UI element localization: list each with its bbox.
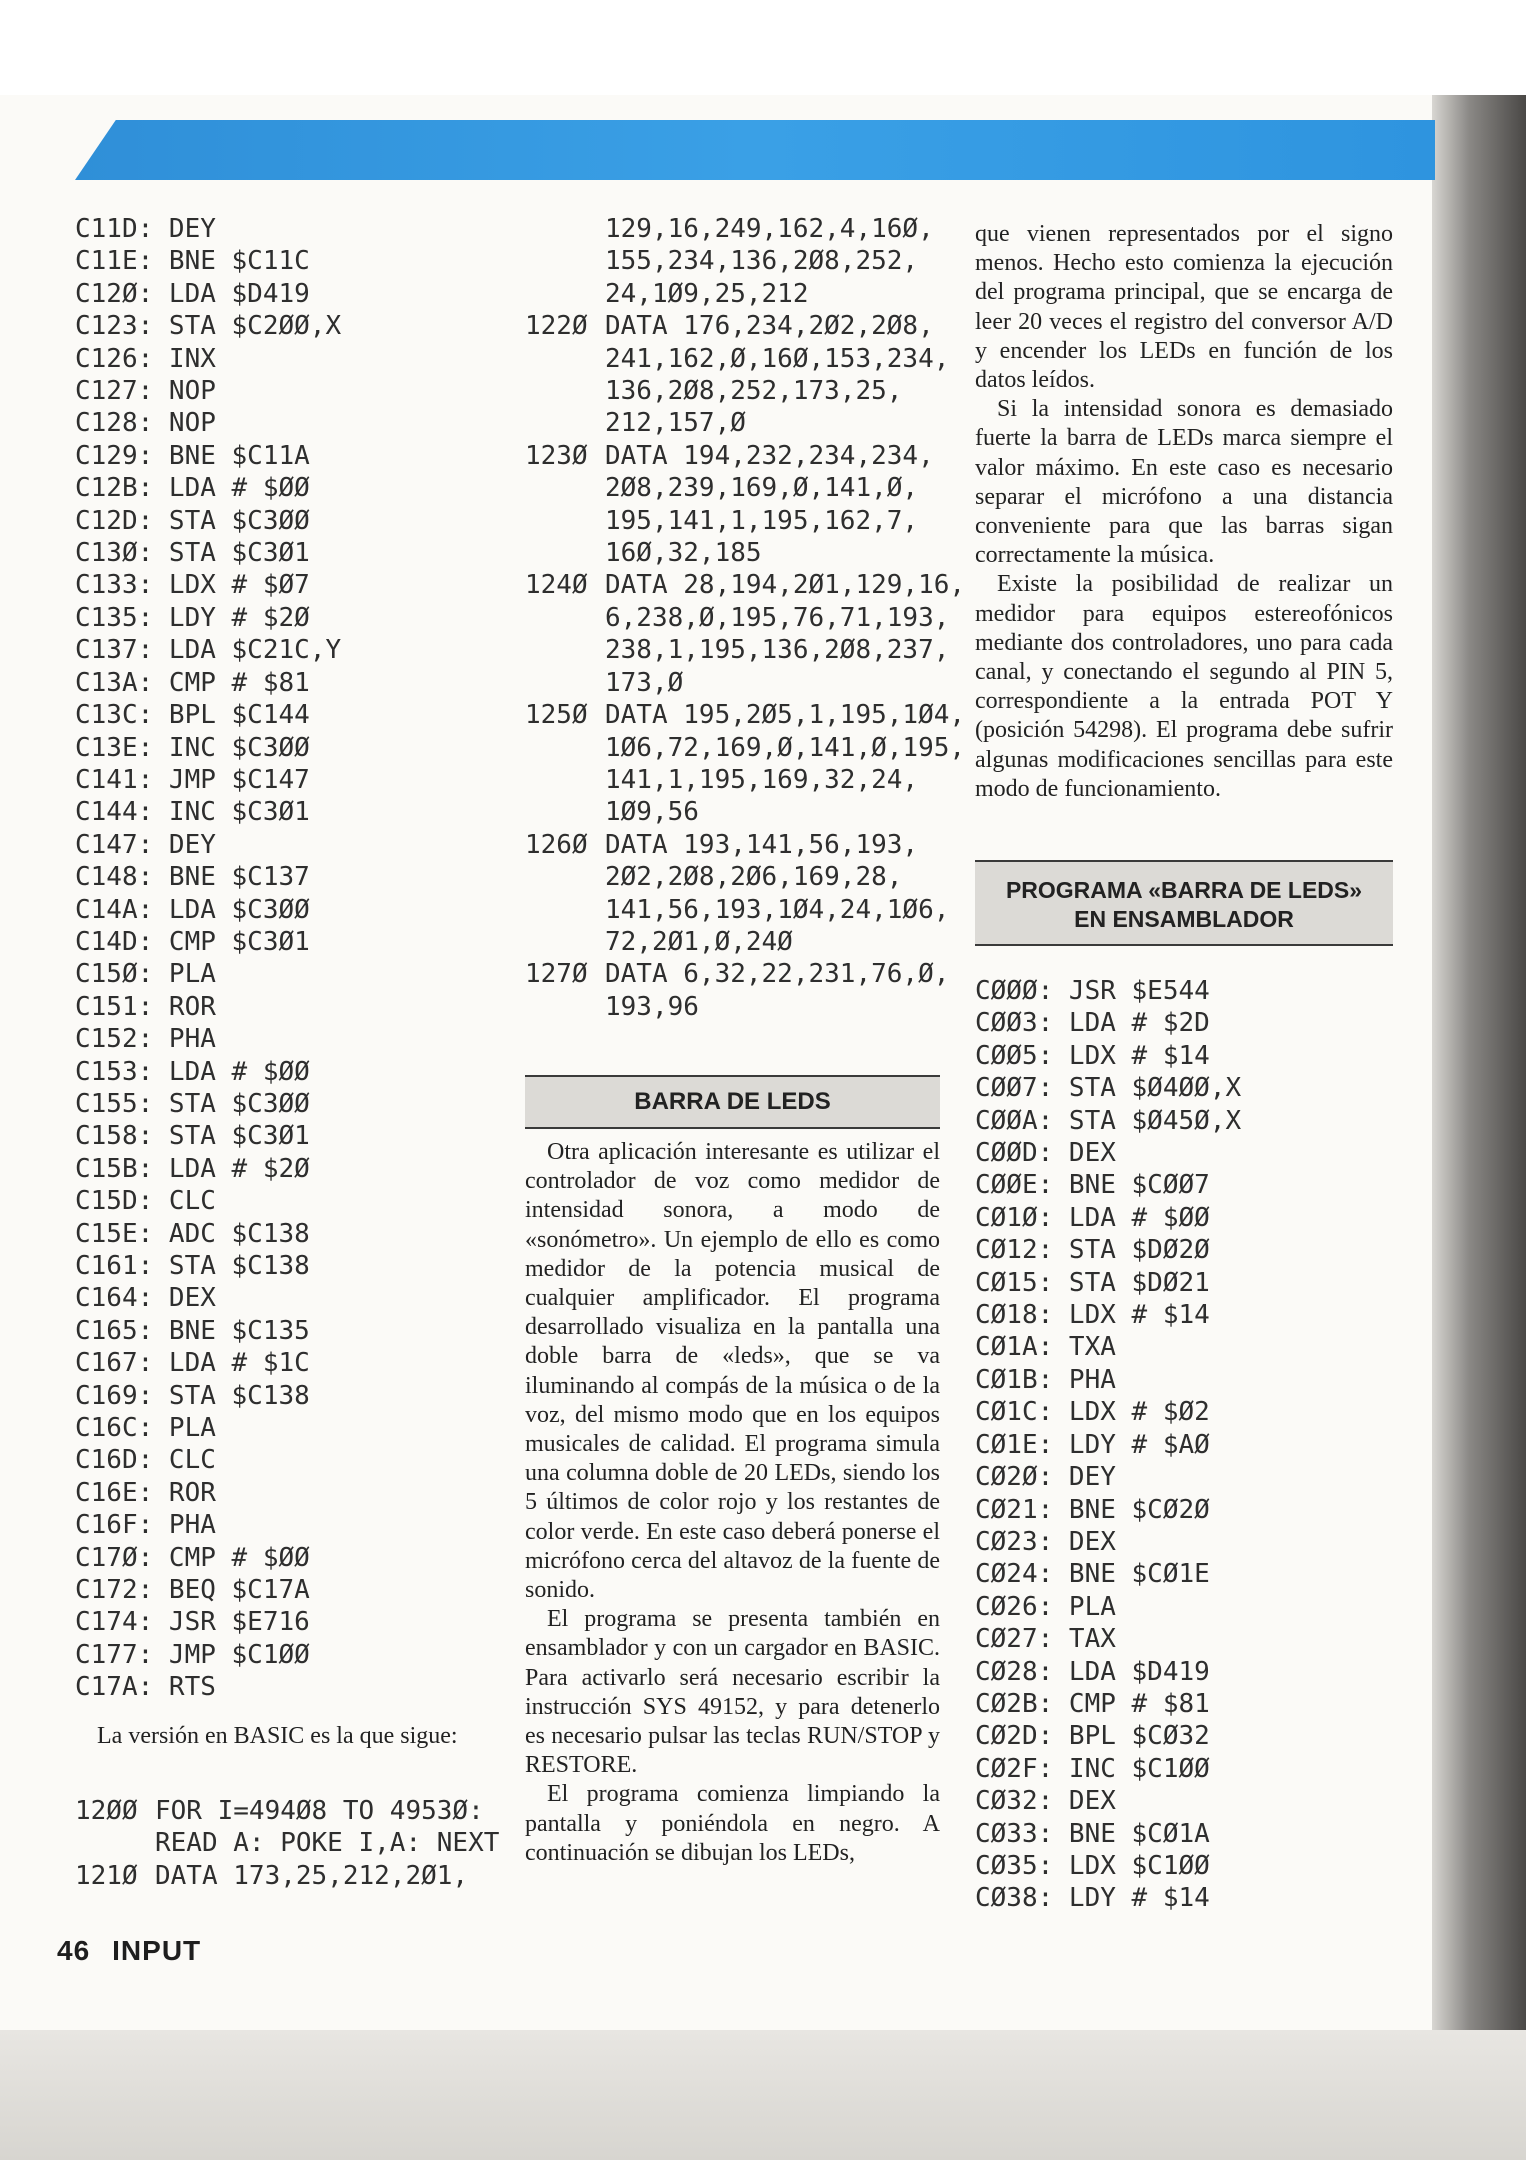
basic-line-number: 127Ø [525,959,588,990]
code-line: C16F: PHA [75,1510,216,1541]
code-line: CØØØ: JSR $E544 [975,976,1210,1006]
basic-intro [75,1722,485,1751]
assembler-listing-col1 [75,213,341,1704]
code-line: C167: LDA # $1C [75,1348,310,1379]
basic-statement [525,213,940,310]
paragraph: El programa comienza limpiando la pantalla y poniéndola en negro. A continuación se dibujan los LEDs, [525,1781,940,1866]
paragraph: Otra aplicación interesante es utilizar el controlador de voz como medidor de intensidad sonora, a modo de «sonómetro». Un ejemplo de ello es como medidor de la potencia musical de cualquier amplificador. El programa desarrollado visualiza en la pantalla una doble barra de «leds», que se va iluminando al compás de la música o de la voz, del mismo modo que en los equipos musicales de calidad. El programa simula una columna doble de 20 LEDs, siendo los 5 últimos de color rojo y los restantes de color verde. En este caso deberá ponerse el micrófono cerca del altavoz de la fuente de sonido. [525,1139,940,1604]
programa-heading-line1: PROGRAMA «BARRA DE LEDS» [1005,877,1363,903]
page-edge-shadow [1432,95,1526,2060]
code-line: CØ1Ø: LDA # $ØØ [975,1202,1210,1233]
code-line: CØ2B: CMP # $81 [975,1688,1210,1719]
code-line: CØ1A: TXA [975,1332,1116,1363]
code-line: C164: DEX [75,1283,216,1314]
code-line: C16E: ROR [75,1477,216,1508]
basic-line-text: 6,238,Ø,195,76,71,193, [605,602,950,633]
basic-line-text: 72,2Ø1,Ø,24Ø [605,926,793,957]
code-line: CØ12: STA $DØ2Ø [975,1235,1210,1266]
paragraph: Existe la posibilidad de realizar un medidor para equipos estereofónicos mediante dos controladores, uno para cada canal, y conectando el segundo al PIN 5, correspondiente a la entrada POT Y (posición 54298). El programa debe sufrir algunas modificaciones sencillas para este modo de funcionamiento. [975,571,1393,802]
paragraph: Si la intensidad sonora es demasiado fuerte la barra de LEDs marca siempre el valor máximo. En este caso es necesario separar el micrófono a una distancia conveniente para que las barras sigan correctamente la música. [975,396,1393,569]
basic-line-text: 141,56,193,1Ø4,24,1Ø6, [605,894,950,925]
basic-listing-col2 [525,213,966,1023]
paragraph: que vienen representados por el signo menos. Hecho esto comienza la ejecución del programa principal, que se encarga de leer 20 veces el registro del conversor A/D y encender los LEDs en función de los datos leídos. [975,221,1393,394]
basic-statement [525,310,950,440]
basic-line-text: 2Ø8,239,169,Ø,141,Ø, [605,473,919,504]
basic-line-text: 195,141,1,195,162,7, [605,505,919,536]
code-line: CØ23: DEX [975,1526,1116,1557]
basic-line-text: FOR I=494Ø8 TO 4953Ø: [155,1796,484,1826]
code-line: CØ24: BNE $CØ1E [975,1559,1210,1590]
code-line: CØ2D: BPL $CØ32 [975,1721,1210,1752]
code-line: C17Ø: CMP # $ØØ [75,1542,310,1573]
code-line: C147: DEY [75,829,216,860]
code-line: C14A: LDA $C3ØØ [75,894,310,925]
basic-statement [525,699,966,829]
basic-line-text: 129,16,249,162,4,16Ø, [605,214,934,244]
paragraph: El programa se presenta también en ensamblador y con un cargador en BASIC. Para activarlo será necesario escribir la instrucción SYS 49152, y para detenerlo es necesario pulsar las teclas RUN/STOP y RESTORE. [525,1606,940,1779]
basic-line-body [155,1860,495,1892]
code-line: C177: JMP $C1ØØ [75,1639,310,1670]
basic-statement [525,440,940,570]
basic-line-text: DATA 28,194,2Ø1,129,16, [605,570,966,601]
code-line: C123: STA $C2ØØ,X [75,311,342,342]
basic-line-text: DATA 6,32,22,231,76,Ø, [605,959,950,990]
code-line: C172: BEQ $C17A [75,1575,310,1606]
basic-line-body [605,310,949,440]
basic-line-text: 136,2Ø8,252,173,25, [605,376,903,407]
assembler-listing-col3 [975,975,1241,1915]
code-line: C174: JSR $E716 [75,1607,310,1638]
code-line: CØØ3: LDA # $2D [975,1008,1210,1039]
code-line: CØ38: LDY # $14 [975,1883,1210,1914]
basic-line-text: 2Ø2,2Ø8,2Ø6,169,28, [605,862,903,893]
code-line: C129: BNE $C11A [75,440,310,471]
programa-heading-line2: EN ENSAMBLADOR [1074,906,1294,932]
basic-statement [525,569,966,699]
code-line: CØ32: DEX [975,1786,1116,1817]
basic-statement [75,1795,500,1860]
basic-line-body [605,569,965,699]
basic-line-text: DATA 176,234,2Ø2,2Ø8, [605,311,934,342]
code-line: C12B: LDA # $ØØ [75,473,310,504]
code-line: C133: LDX # $Ø7 [75,570,310,601]
code-line: C161: STA $C138 [75,1251,310,1281]
code-line: C16C: PLA [75,1413,216,1444]
code-line: CØ33: BNE $CØ1A [975,1818,1210,1849]
code-line: C155: STA $C3ØØ [75,1088,310,1119]
basic-statement [525,829,950,959]
code-line: C13Ø: STA $C3Ø1 [75,538,310,569]
right-column-text [975,220,1393,804]
code-line: CØ35: LDX $C1ØØ [975,1850,1210,1881]
basic-listing-col1 [75,1795,500,1892]
basic-line-number: 125Ø [525,700,588,731]
code-line: C11D: DEY [75,214,216,244]
basic-line-text: 16Ø,32,185 [605,538,762,569]
code-line: CØ21: BNE $CØ2Ø [975,1494,1210,1525]
basic-line-text: 1Ø9,56 [605,797,699,828]
magazine-name: INPUT [112,1935,202,1966]
basic-intro-text: La versión en BASIC es la que sigue: [97,1723,458,1749]
basic-line-number: 124Ø [525,570,588,601]
code-line: C11E: BNE $C11C [75,246,310,277]
basic-line-body [155,1795,499,1860]
basic-line-body [605,213,940,310]
code-line: C151: ROR [75,991,216,1022]
code-line: CØ1B: PHA [975,1364,1116,1395]
basic-line-text: 155,234,136,2Ø8,252, [605,246,919,277]
code-line: C12Ø: LDA $D419 [75,278,310,309]
code-line: C127: NOP [75,376,216,407]
code-line: C15D: CLC [75,1186,216,1217]
code-line: C169: STA $C138 [75,1380,310,1411]
page-footer [57,1935,223,1967]
code-line: C137: LDA $C21C,Y [75,635,342,666]
basic-line-body [605,440,940,570]
basic-line-number: 126Ø [525,829,588,860]
basic-line-text: 1Ø6,72,169,Ø,141,Ø,195, [605,732,966,763]
basic-line-text: 238,1,195,136,2Ø8,237, [605,635,950,666]
basic-line-text: 173,Ø [605,667,684,698]
code-line: CØØE: BNE $CØØ7 [975,1170,1210,1201]
code-line: CØ1E: LDY # $AØ [975,1429,1210,1460]
code-line: C153: LDA # $ØØ [75,1056,310,1087]
basic-line-text: READ A: POKE I,A: NEXT [155,1828,500,1859]
code-line: CØ1C: LDX # $Ø2 [975,1397,1210,1428]
code-line: C144: INC $C3Ø1 [75,797,310,828]
page-number: 46 [57,1935,91,1966]
code-line: CØ15: STA $DØ21 [975,1267,1210,1298]
header-color-band [75,120,1435,180]
code-line: C17A: RTS [75,1672,216,1703]
basic-statement [525,958,950,1023]
section-heading-programa [975,860,1393,946]
code-line: CØ26: PLA [975,1591,1116,1622]
code-line: C128: NOP [75,408,216,439]
code-line: C15Ø: PLA [75,959,216,990]
basic-line-number: 12ØØ [75,1796,138,1826]
basic-line-body [605,829,949,959]
code-line: CØØ7: STA $Ø4ØØ,X [975,1073,1242,1104]
code-line: C158: STA $C3Ø1 [75,1121,310,1152]
code-line: C12D: STA $C3ØØ [75,505,310,536]
code-line: C135: LDY # $2Ø [75,602,310,633]
basic-statement [75,1860,495,1892]
code-line: C148: BNE $C137 [75,862,310,893]
basic-line-text: DATA 193,141,56,193, [605,829,919,860]
code-line: CØ28: LDA $D419 [975,1656,1210,1687]
code-line: CØØA: STA $Ø45Ø,X [975,1105,1242,1136]
code-line: CØ2F: INC $C1ØØ [975,1753,1210,1784]
code-line: C13A: CMP # $81 [75,667,310,698]
basic-line-text: DATA 195,2Ø5,1,195,1Ø4, [605,700,966,731]
basic-line-text: 193,96 [605,991,699,1022]
basic-line-body [605,958,949,1023]
basic-line-text: 141,1,195,169,32,24, [605,764,919,795]
basic-line-text: 24,1Ø9,25,212 [605,278,809,309]
basic-line-number: 121Ø [75,1860,138,1891]
code-line: C165: BNE $C135 [75,1315,310,1346]
basic-line-text: 212,157,Ø [605,408,746,439]
code-line: C15E: ADC $C138 [75,1218,310,1249]
code-line: C14D: CMP $C3Ø1 [75,926,310,957]
code-line: C13C: BPL $C144 [75,700,310,731]
basic-line-text: DATA 173,25,212,2Ø1, [155,1860,469,1891]
basic-line-body [605,699,965,829]
code-line: C15B: LDA # $2Ø [75,1153,310,1184]
basic-line-number [525,213,605,310]
code-line: CØ27: TAX [975,1624,1116,1655]
page-bottom-edge [0,2030,1526,2160]
code-line: CØØD: DEX [975,1138,1116,1169]
code-line: CØØ5: LDX # $14 [975,1040,1210,1071]
basic-line-number: 123Ø [525,440,588,471]
code-line: C13E: INC $C3ØØ [75,732,310,763]
basic-line-number: 122Ø [525,311,588,342]
basic-line-text: DATA 194,232,234,234, [605,440,934,471]
code-line: C152: PHA [75,1024,216,1055]
basic-line-text: 241,162,Ø,16Ø,153,234, [605,343,950,374]
code-line: C141: JMP $C147 [75,764,310,795]
code-line: CØ2Ø: DEY [975,1462,1116,1493]
code-line: C126: INX [75,343,216,374]
code-line: C16D: CLC [75,1445,216,1476]
code-line: CØ18: LDX # $14 [975,1300,1210,1331]
section-heading-barra: BARRA DE LEDS [525,1075,940,1129]
barra-de-leds-text [525,1138,940,1868]
